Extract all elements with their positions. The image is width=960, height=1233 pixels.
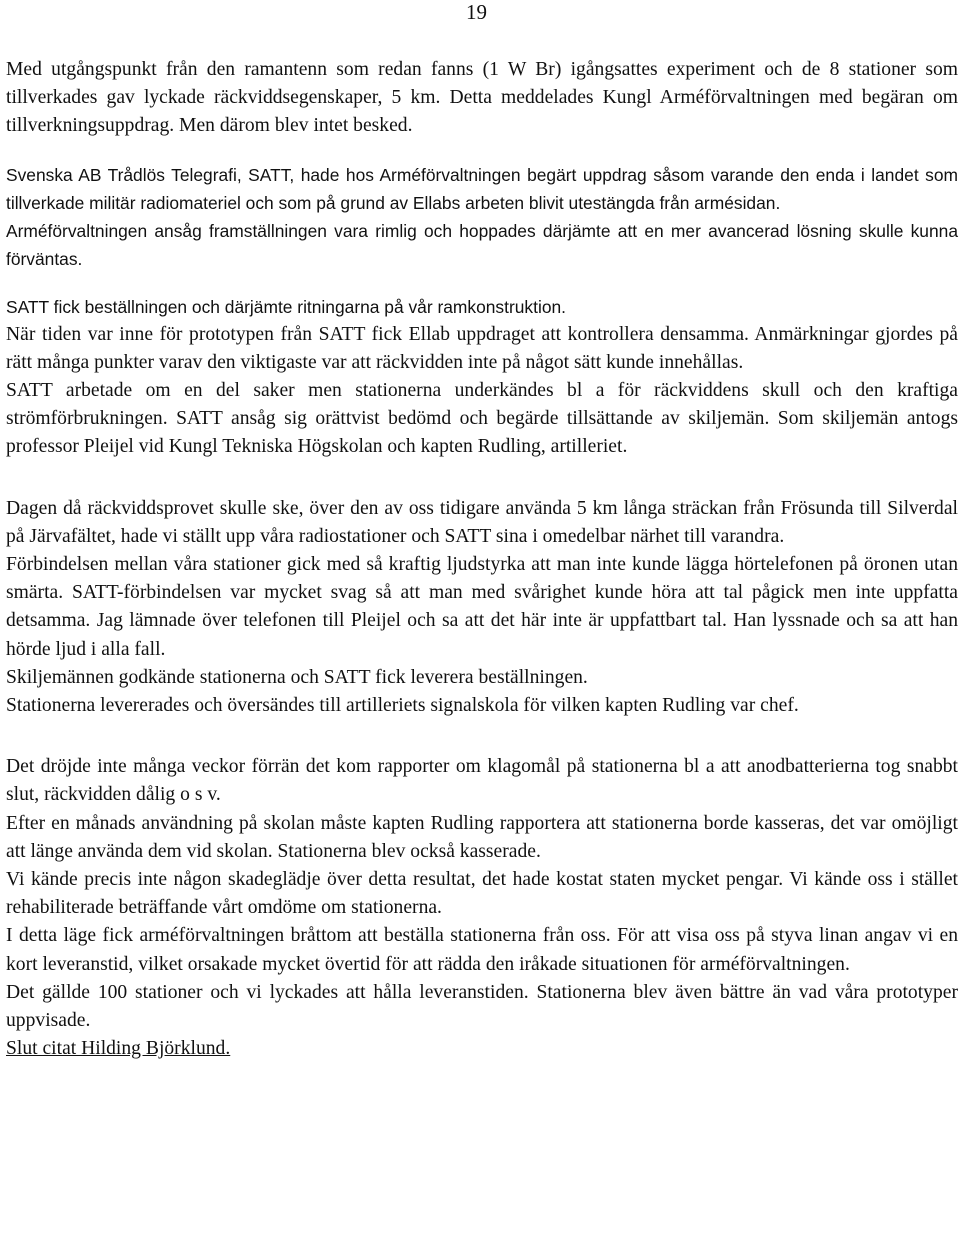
document-body [6, 56, 958, 1063]
paragraph-delivery: Stationerna levererades och översändes till artilleriets signalskola för vilken kapten Rudling var chef. [6, 695, 799, 717]
paragraph-satt-order: SATT fick beställningen och därjämte ritningarna på vår ramkonstruktion. [6, 296, 566, 317]
paragraph-ramantenn: Med utgångspunkt från den ramantenn som redan fanns (1 W Br) igångsattes experiment och de 8 stationer som tillverkades gav lyckade räckviddsegenskaper, 5 km. Detta meddelades Kungl Arméförvaltningen med begäran om tillverkningsuppdrag. Men därom blev intet besked. [6, 59, 958, 137]
page-number: 19 [466, 0, 487, 24]
paragraph-100-stations: Det gällde 100 stationer och vi lyckades att hålla leveranstiden. Stationerna blev även bättre än vad våra prototyper uppvisade. [6, 981, 958, 1032]
paragraph-connection: Förbindelsen mellan våra stationer gick med så kraftig ljudstyrka att man inte kunde lägga hörtelefonen på öronen utan smärta. SATT-förbindelsen var mycket svag så att man med svårighet kunde höra att tal pågick men inte uppfatta detsamma. Jag lämnade över telefonen till Pleijel och sa att det här inte är uppfattbart tal. Han lyssnade och sa att han hörde ljud i alla fall. [6, 554, 958, 660]
paragraph-prototype: När tiden var inne för prototypen från SATT fick Ellab uppdraget att kontrollera densamma. Anmärkningar gjordes på rätt många punkter varav den viktigaste var att räckvidden inte på något sätt kunde innehållas. [6, 323, 958, 373]
paragraph-complaints: Det dröjde inte många veckor förrän det kom rapporter om klagomål på stationerna bl a att anodbatterierna tog snabbt slut, räckvidden dålig o s v. [6, 756, 958, 806]
paragraph-order-from-us: I detta läge fick arméförvaltningen bråttom att beställa stationerna från oss. För att visa oss på styva linan angav vi en kort leveranstid, vilket orsakade mycket övertid för att rädda den iråkade situationen för arméförvaltningen. [6, 925, 958, 975]
paragraph-satt-request: Svenska AB Trådlös Telegrafi, SATT, hade hos Arméförvaltningen begärt uppdrag såsom varande den enda i landet som tillverkade militär radiomateriel och som på grund av Ellabs arbeten blivit utestängda från armésidan. [6, 164, 958, 213]
paragraph-range-test: Dagen då räckviddsprovet skulle ske, över den av oss tidigare använda 5 km långa sträckan från Frösunda till Silverdal på Järvafältet, hade vi ställt upp våra radiostationer och SATT sina i omedelbar närhet till varandra. [6, 497, 958, 547]
end-quote: Slut citat Hilding Björklund. [6, 1038, 231, 1060]
paragraph-scrapped: Efter en månads användning på skolan måste kapten Rudling rapportera att stationerna borde kasseras, det var omöjligt att länge använda dem vid skolan. Stationerna blev också kasserade. [6, 812, 958, 862]
paragraph-approval: Skiljemännen godkände stationerna och SATT fick leverera beställningen. [6, 666, 588, 688]
paragraph-arbitration: SATT arbetade om en del saker men stationerna underkändes bl a för räckviddens skull och den kraftiga strömförbrukningen. SATT ansåg sig orättvist bedömd och begärde tillsättande av skiljemän. Som skiljemän antogs professor Pleijel vid Kungl Tekniska Högskolan och kapten Rudling, artilleriet. [6, 380, 958, 458]
paragraph-rehabilitated: Vi kände precis inte någon skadeglädje över detta resultat, det hade kostat staten mycket pengar. Vi kände oss i stället rehabiliterade beträffande vårt omdöme om stationerna. [6, 869, 958, 919]
paragraph-armeforvaltningen: Arméförvaltningen ansåg framställningen vara rimlig och hoppades därjämte att en mer avancerad lösning skulle kunna förväntas. [6, 220, 958, 269]
